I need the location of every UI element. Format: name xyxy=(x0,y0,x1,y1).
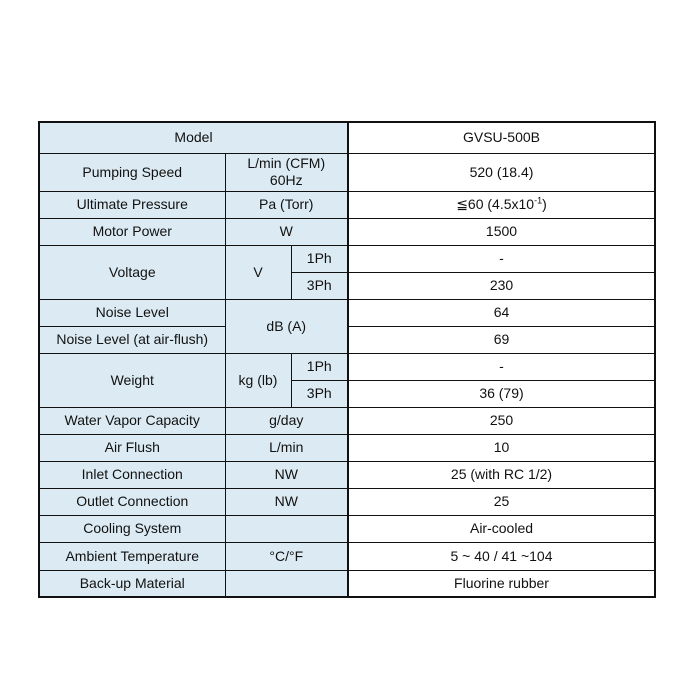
ultimate-pressure-value-exponent: -1 xyxy=(534,195,543,206)
row-voltage-1ph xyxy=(39,245,655,272)
voltage-3ph-value: 230 xyxy=(348,272,655,299)
weight-1ph-value: - xyxy=(348,353,655,380)
voltage-label: Voltage xyxy=(39,245,225,299)
backup-label: Back-up Material xyxy=(39,570,225,597)
ambient-value: 5 ~ 40 / 41 ~104 xyxy=(348,542,655,570)
noise-level-value: 64 xyxy=(348,299,655,326)
cooling-label: Cooling System xyxy=(39,515,225,542)
ambient-unit: °C/°F xyxy=(225,542,348,570)
weight-3ph-value: 36 (79) xyxy=(348,380,655,407)
weight-phase-3: 3Ph xyxy=(291,380,348,407)
backup-value: Fluorine rubber xyxy=(348,570,655,597)
inlet-label: Inlet Connection xyxy=(39,461,225,488)
row-backup xyxy=(39,570,655,597)
pumping-speed-unit-line1: L/min (CFM) xyxy=(247,155,326,171)
pumping-speed-unit-line2: 60Hz xyxy=(269,172,303,188)
water-vapor-label: Water Vapor Capacity xyxy=(39,407,225,434)
row-outlet xyxy=(39,488,655,515)
ultimate-pressure-value-end: ) xyxy=(542,196,547,212)
weight-phase-1: 1Ph xyxy=(291,353,348,380)
voltage-phase-1: 1Ph xyxy=(291,245,348,272)
voltage-phase-3: 3Ph xyxy=(291,272,348,299)
inlet-unit: NW xyxy=(225,461,348,488)
backup-unit xyxy=(225,570,348,597)
row-cooling xyxy=(39,515,655,542)
outlet-value: 25 xyxy=(348,488,655,515)
motor-power-value: 1500 xyxy=(348,218,655,245)
pumping-speed-label: Pumping Speed xyxy=(39,153,225,191)
noise-level-label: Noise Level xyxy=(39,299,225,326)
ultimate-pressure-label: Ultimate Pressure xyxy=(39,191,225,218)
weight-label: Weight xyxy=(39,353,225,407)
spec-table xyxy=(38,121,656,598)
air-flush-value: 10 xyxy=(348,434,655,461)
air-flush-unit: L/min xyxy=(225,434,348,461)
noise-level-unit: dB (A) xyxy=(225,299,348,353)
model-value: GVSU-500B xyxy=(348,122,655,153)
inlet-value: 25 (with RC 1/2) xyxy=(348,461,655,488)
row-inlet xyxy=(39,461,655,488)
ambient-label: Ambient Temperature xyxy=(39,542,225,570)
model-label: Model xyxy=(39,122,348,153)
pumping-speed-value: 520 (18.4) xyxy=(348,153,655,191)
water-vapor-value: 250 xyxy=(348,407,655,434)
pumping-speed-unit xyxy=(225,153,348,191)
voltage-1ph-value: - xyxy=(348,245,655,272)
outlet-label: Outlet Connection xyxy=(39,488,225,515)
ultimate-pressure-value xyxy=(348,191,655,218)
motor-power-label: Motor Power xyxy=(39,218,225,245)
row-ambient xyxy=(39,542,655,570)
row-noise-level xyxy=(39,299,655,326)
noise-level-airflush-label: Noise Level (at air-flush) xyxy=(39,326,225,353)
row-weight-1ph xyxy=(39,353,655,380)
motor-power-unit: W xyxy=(225,218,348,245)
ultimate-pressure-unit: Pa (Torr) xyxy=(225,191,348,218)
noise-level-airflush-value: 69 xyxy=(348,326,655,353)
row-air-flush xyxy=(39,434,655,461)
water-vapor-unit: g/day xyxy=(225,407,348,434)
row-ultimate-pressure xyxy=(39,191,655,218)
row-pumping-speed xyxy=(39,153,655,191)
cooling-unit xyxy=(225,515,348,542)
weight-unit: kg (lb) xyxy=(225,353,291,407)
outlet-unit: NW xyxy=(225,488,348,515)
voltage-unit: V xyxy=(225,245,291,299)
ultimate-pressure-value-base: ≦60 (4.5x10 xyxy=(456,196,535,212)
row-water-vapor xyxy=(39,407,655,434)
row-model xyxy=(39,122,655,153)
row-motor-power xyxy=(39,218,655,245)
air-flush-label: Air Flush xyxy=(39,434,225,461)
cooling-value: Air-cooled xyxy=(348,515,655,542)
